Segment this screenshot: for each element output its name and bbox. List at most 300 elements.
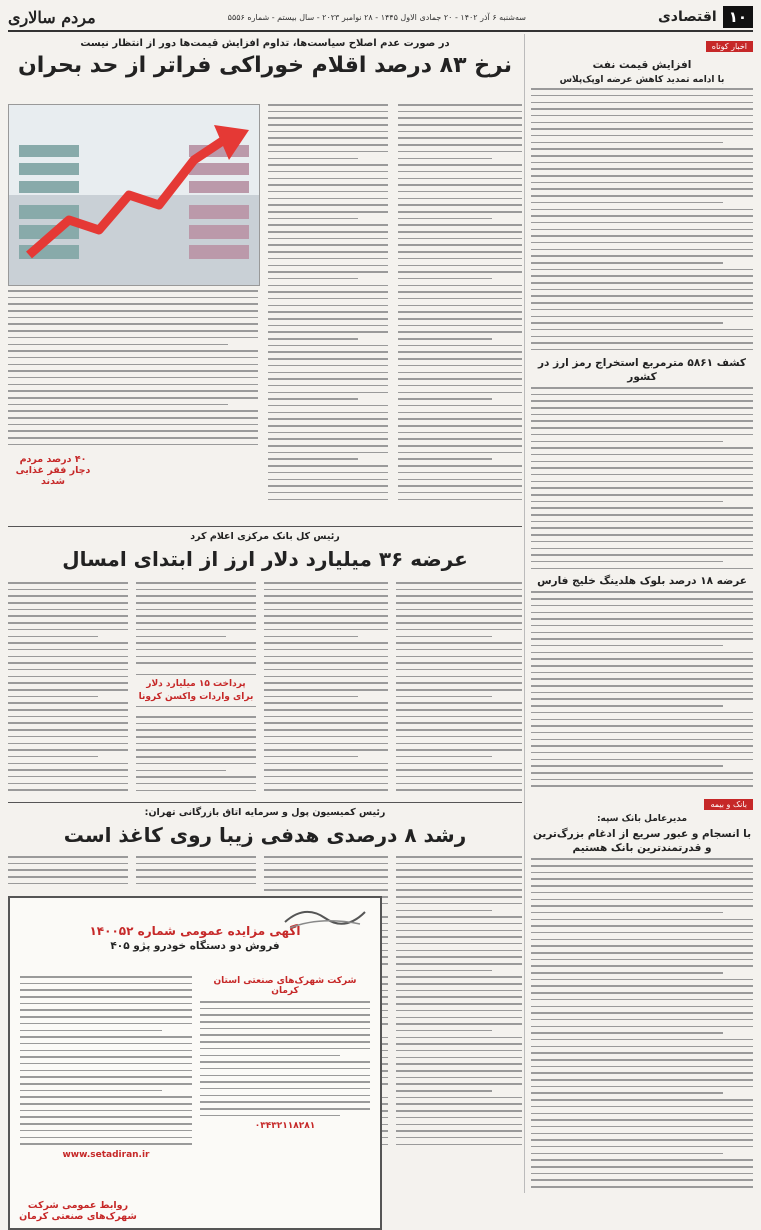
text-line xyxy=(264,722,388,724)
text-line xyxy=(398,144,522,146)
text-line xyxy=(531,1126,753,1128)
text-line xyxy=(531,434,753,436)
text-line xyxy=(531,892,753,894)
text-line xyxy=(20,976,192,978)
text-line xyxy=(531,400,753,402)
text-line xyxy=(264,863,388,865)
text-line xyxy=(8,602,128,604)
text-line xyxy=(8,869,128,871)
text-line xyxy=(264,689,388,691)
text-line xyxy=(531,115,753,117)
text-line xyxy=(531,501,723,503)
text-line xyxy=(268,238,388,240)
text-line xyxy=(531,1166,753,1168)
text-line xyxy=(264,789,388,791)
text-line xyxy=(531,289,753,291)
text-line xyxy=(396,943,522,945)
text-line xyxy=(396,963,522,965)
article3-col1 xyxy=(8,856,128,889)
text-line xyxy=(398,271,522,273)
ad-title: آگهی مزایده عمومی شماره ۱۴۰۰۵۲ xyxy=(10,924,380,938)
article1-kicker: در صورت عدم اصلاح سیاست‌ها، تداوم افزایش قیمت‌ها دور از انتظار نیست xyxy=(8,38,522,49)
text-line xyxy=(531,638,753,640)
text-line xyxy=(268,405,388,407)
text-line xyxy=(268,278,358,280)
text-line xyxy=(20,989,192,991)
text-line xyxy=(136,749,256,751)
text-line xyxy=(20,1063,192,1065)
text-line xyxy=(531,632,753,634)
text-line xyxy=(8,629,128,631)
text-line xyxy=(20,1130,192,1132)
text-line xyxy=(396,930,522,932)
text-line xyxy=(264,776,388,778)
text-line xyxy=(398,291,522,293)
text-line xyxy=(8,424,258,426)
text-line xyxy=(8,404,228,406)
text-line xyxy=(264,636,358,638)
text-line xyxy=(531,242,753,244)
text-line xyxy=(398,425,522,427)
text-line xyxy=(268,305,388,307)
text-line xyxy=(264,756,358,758)
text-line xyxy=(398,171,522,173)
text-line xyxy=(396,996,522,998)
text-line xyxy=(398,305,522,307)
text-line xyxy=(20,1123,192,1125)
main-column xyxy=(8,34,522,1193)
text-line xyxy=(531,665,753,667)
text-line xyxy=(531,725,753,727)
text-line xyxy=(8,876,128,878)
text-line xyxy=(398,485,522,487)
text-line xyxy=(268,458,358,460)
text-line xyxy=(268,218,358,220)
text-line xyxy=(268,258,388,260)
text-line xyxy=(531,282,753,284)
text-line xyxy=(268,372,388,374)
text-line xyxy=(396,1043,522,1045)
text-line xyxy=(8,669,128,671)
text-line xyxy=(268,231,388,233)
text-line xyxy=(20,1076,192,1078)
text-line xyxy=(396,1110,522,1112)
text-line xyxy=(531,1173,753,1175)
text-line xyxy=(136,629,256,631)
text-line xyxy=(8,444,258,446)
text-line xyxy=(8,290,258,292)
ad-text-right xyxy=(200,1001,370,1116)
text-line xyxy=(531,1113,753,1115)
text-line xyxy=(268,452,388,454)
text-line xyxy=(268,178,388,180)
article3-col4 xyxy=(396,856,522,1150)
text-line xyxy=(531,95,753,97)
text-line xyxy=(8,716,128,718)
news2-body xyxy=(531,387,753,569)
text-line xyxy=(268,412,388,414)
text-line xyxy=(531,249,753,251)
text-line xyxy=(531,342,753,344)
text-line xyxy=(8,763,128,765)
text-line xyxy=(531,1012,753,1014)
text-line xyxy=(268,311,388,313)
text-line xyxy=(531,591,753,593)
text-line xyxy=(268,111,388,113)
text-line xyxy=(268,425,388,427)
text-line xyxy=(531,427,753,429)
text-line xyxy=(531,548,753,550)
text-line xyxy=(398,405,522,407)
text-line xyxy=(396,1137,522,1139)
text-line xyxy=(396,1023,522,1025)
text-line xyxy=(531,414,753,416)
text-line xyxy=(8,615,128,617)
text-line xyxy=(200,1028,370,1030)
text-line xyxy=(531,912,723,914)
text-line xyxy=(531,759,753,761)
text-line xyxy=(264,729,388,731)
text-line xyxy=(136,856,256,858)
text-line xyxy=(8,696,98,698)
text-line xyxy=(396,1144,522,1146)
text-line xyxy=(531,349,753,351)
text-line xyxy=(531,474,753,476)
text-line xyxy=(531,235,753,237)
text-line xyxy=(8,856,128,858)
text-line xyxy=(8,397,258,399)
text-line xyxy=(8,370,258,372)
text-line xyxy=(531,269,753,271)
article2-col3 xyxy=(264,582,388,796)
text-line xyxy=(264,669,388,671)
text-line xyxy=(8,689,128,691)
text-line xyxy=(531,142,723,144)
text-line xyxy=(8,749,128,751)
text-line xyxy=(8,297,258,299)
text-line xyxy=(264,656,388,658)
text-line xyxy=(264,602,388,604)
text-line xyxy=(136,662,256,664)
text-line xyxy=(396,642,522,644)
text-line xyxy=(531,658,753,660)
text-line xyxy=(200,1041,370,1043)
text-line xyxy=(200,1088,370,1090)
article2-col2 xyxy=(136,582,256,669)
text-line xyxy=(136,609,256,611)
text-line xyxy=(398,231,522,233)
text-line xyxy=(531,625,753,627)
text-line xyxy=(531,108,753,110)
text-line xyxy=(531,514,753,516)
text-line xyxy=(8,789,128,791)
text-line xyxy=(264,743,388,745)
text-line xyxy=(136,656,256,658)
text-line xyxy=(268,158,358,160)
text-line xyxy=(268,418,388,420)
text-line xyxy=(8,317,258,319)
text-line xyxy=(264,609,388,611)
text-line xyxy=(398,265,522,267)
text-line xyxy=(264,856,388,858)
text-line xyxy=(8,722,128,724)
text-line xyxy=(396,776,522,778)
text-line xyxy=(264,876,388,878)
text-line xyxy=(136,883,256,885)
text-line xyxy=(398,311,522,313)
text-line xyxy=(200,1055,340,1057)
text-line xyxy=(264,682,388,684)
text-line xyxy=(531,1026,753,1028)
sidebar-tag-short-news: اخبار کوتاه xyxy=(706,41,753,52)
text-line xyxy=(398,117,522,119)
text-line xyxy=(396,876,522,878)
ad-organization: شرکت شهرک‌های صنعتی استان کرمان xyxy=(200,976,370,996)
text-line xyxy=(396,1117,522,1119)
news-sidebar xyxy=(524,34,753,1193)
text-line xyxy=(398,164,522,166)
article1-body xyxy=(8,104,522,522)
text-line xyxy=(8,709,128,711)
text-line xyxy=(8,357,258,359)
text-line xyxy=(268,151,388,153)
text-line xyxy=(20,1016,192,1018)
text-line xyxy=(531,945,753,947)
article2-col1 xyxy=(8,582,128,796)
text-line xyxy=(8,595,128,597)
text-line xyxy=(398,131,522,133)
text-line xyxy=(396,1010,522,1012)
text-line xyxy=(531,785,753,787)
text-line xyxy=(531,461,753,463)
text-line xyxy=(531,188,753,190)
ad-text-left xyxy=(20,976,192,1145)
news1-title: افزایش قیمت نفت xyxy=(531,58,753,72)
text-line xyxy=(396,622,522,624)
text-line xyxy=(531,541,753,543)
text-line xyxy=(268,358,388,360)
text-line xyxy=(268,251,388,253)
text-line xyxy=(136,622,256,624)
text-line xyxy=(268,331,388,333)
section-title: اقتصادی xyxy=(658,9,717,25)
text-line xyxy=(531,209,753,211)
text-line xyxy=(531,739,753,741)
text-line xyxy=(396,976,522,978)
text-line xyxy=(264,649,388,651)
text-line xyxy=(531,678,753,680)
text-line xyxy=(531,965,753,967)
text-line xyxy=(398,218,492,220)
text-line xyxy=(268,204,388,206)
text-line xyxy=(136,743,256,745)
news3-title: عرضه ۱۸ درصد بلوک هلدینگ خلیج فارس xyxy=(531,574,753,588)
text-line xyxy=(531,692,753,694)
text-line xyxy=(8,303,258,305)
text-line xyxy=(136,869,256,871)
text-line xyxy=(531,698,753,700)
text-line xyxy=(20,1009,192,1011)
text-line xyxy=(531,162,753,164)
text-line xyxy=(396,1030,492,1032)
text-line xyxy=(8,337,258,339)
text-line xyxy=(20,1023,192,1025)
text-line xyxy=(531,992,753,994)
text-line xyxy=(268,285,388,287)
text-line xyxy=(268,184,388,186)
text-line xyxy=(8,769,128,771)
text-line xyxy=(396,1083,522,1085)
text-line xyxy=(8,776,128,778)
ad-logo-icon xyxy=(280,902,370,932)
text-line xyxy=(20,983,192,985)
text-line xyxy=(200,1075,370,1077)
article1-title: نرخ ۸۳ درصد اقلام خوراکی فراتر از حد بحران xyxy=(8,53,522,78)
text-line xyxy=(396,716,522,718)
text-line xyxy=(200,1095,370,1097)
text-line xyxy=(531,534,753,536)
text-line xyxy=(531,554,753,556)
text-line xyxy=(398,178,522,180)
text-line xyxy=(396,889,522,891)
text-line xyxy=(531,275,753,277)
text-line xyxy=(264,642,388,644)
text-line xyxy=(531,618,753,620)
text-line xyxy=(20,996,192,998)
text-line xyxy=(8,589,128,591)
article2-quote: پرداخت ۱۵ میلیارد دلار برای واردات واکسن کرونا xyxy=(136,674,256,707)
text-line xyxy=(268,131,388,133)
text-line xyxy=(531,182,753,184)
text-line xyxy=(264,716,388,718)
text-line xyxy=(396,936,522,938)
text-line xyxy=(396,869,522,871)
text-line xyxy=(531,447,753,449)
text-line xyxy=(531,672,753,674)
text-line xyxy=(398,418,522,420)
text-line xyxy=(531,979,753,981)
text-line xyxy=(531,612,753,614)
text-line xyxy=(396,983,522,985)
text-line xyxy=(268,318,388,320)
text-line xyxy=(398,472,522,474)
text-line xyxy=(531,222,753,224)
rising-prices-photo-icon xyxy=(9,105,259,285)
text-line xyxy=(531,494,753,496)
text-line xyxy=(531,765,723,767)
text-line xyxy=(531,925,753,927)
text-line xyxy=(268,492,388,494)
text-line xyxy=(396,923,522,925)
text-line xyxy=(531,407,753,409)
text-line xyxy=(531,394,753,396)
text-line xyxy=(396,609,522,611)
text-line xyxy=(8,649,128,651)
text-line xyxy=(398,392,522,394)
text-line xyxy=(398,365,522,367)
text-line xyxy=(264,763,388,765)
ad-website-link[interactable]: www.setadiran.ir xyxy=(20,1150,192,1160)
text-line xyxy=(531,420,753,422)
text-line xyxy=(398,224,522,226)
text-line xyxy=(531,1039,753,1041)
article1-col-left xyxy=(8,290,258,451)
text-line xyxy=(268,385,388,387)
text-line xyxy=(8,609,128,611)
text-line xyxy=(20,1110,192,1112)
text-line xyxy=(268,298,388,300)
text-line xyxy=(531,507,753,509)
text-line xyxy=(398,499,522,501)
text-line xyxy=(531,645,723,647)
text-line xyxy=(8,783,128,785)
text-line xyxy=(531,302,753,304)
text-line xyxy=(531,568,753,570)
text-line xyxy=(531,1079,753,1081)
text-line xyxy=(531,148,753,150)
text-line xyxy=(531,1086,753,1088)
text-line xyxy=(264,662,388,664)
text-line xyxy=(531,467,753,469)
text-line xyxy=(268,378,388,380)
text-line xyxy=(264,709,388,711)
text-line xyxy=(396,702,522,704)
text-line xyxy=(20,1050,192,1052)
text-line xyxy=(200,1034,370,1036)
text-line xyxy=(264,615,388,617)
text-line xyxy=(136,756,256,758)
text-line xyxy=(396,669,522,671)
news2-title: کشف ۵۸۶۱ مترمربع استخراج رمز ارز در کشور xyxy=(531,356,753,384)
text-line xyxy=(398,298,522,300)
text-line xyxy=(398,445,522,447)
text-line xyxy=(8,330,258,332)
text-line xyxy=(396,749,522,751)
text-line xyxy=(531,1059,753,1061)
text-line xyxy=(136,716,256,718)
text-line xyxy=(531,899,753,901)
text-line xyxy=(8,682,128,684)
sidebar-tag-bank: بانک و بیمه xyxy=(704,799,753,810)
text-line xyxy=(396,709,522,711)
text-line xyxy=(531,959,753,961)
text-line xyxy=(531,858,753,860)
text-line xyxy=(20,1043,192,1045)
news1-body xyxy=(531,88,753,350)
text-line xyxy=(136,770,226,772)
text-line xyxy=(8,310,258,312)
text-line xyxy=(200,1068,370,1070)
text-line xyxy=(8,384,258,386)
text-line xyxy=(531,705,723,707)
text-line xyxy=(396,1090,492,1092)
text-line xyxy=(136,863,256,865)
text-line xyxy=(398,111,522,113)
page-number: ۱۰ xyxy=(723,6,753,28)
text-line xyxy=(200,1001,370,1003)
text-line xyxy=(398,372,522,374)
text-line xyxy=(531,905,753,907)
text-line xyxy=(531,712,753,714)
text-line xyxy=(396,696,492,698)
text-line xyxy=(396,990,522,992)
ad-footer: روابط عمومی شرکت شهرک‌های صنعتی کرمان xyxy=(18,1200,138,1222)
text-line xyxy=(268,265,388,267)
text-line xyxy=(396,1057,522,1059)
text-line xyxy=(398,285,522,287)
text-line xyxy=(398,358,522,360)
text-line xyxy=(531,1046,753,1048)
